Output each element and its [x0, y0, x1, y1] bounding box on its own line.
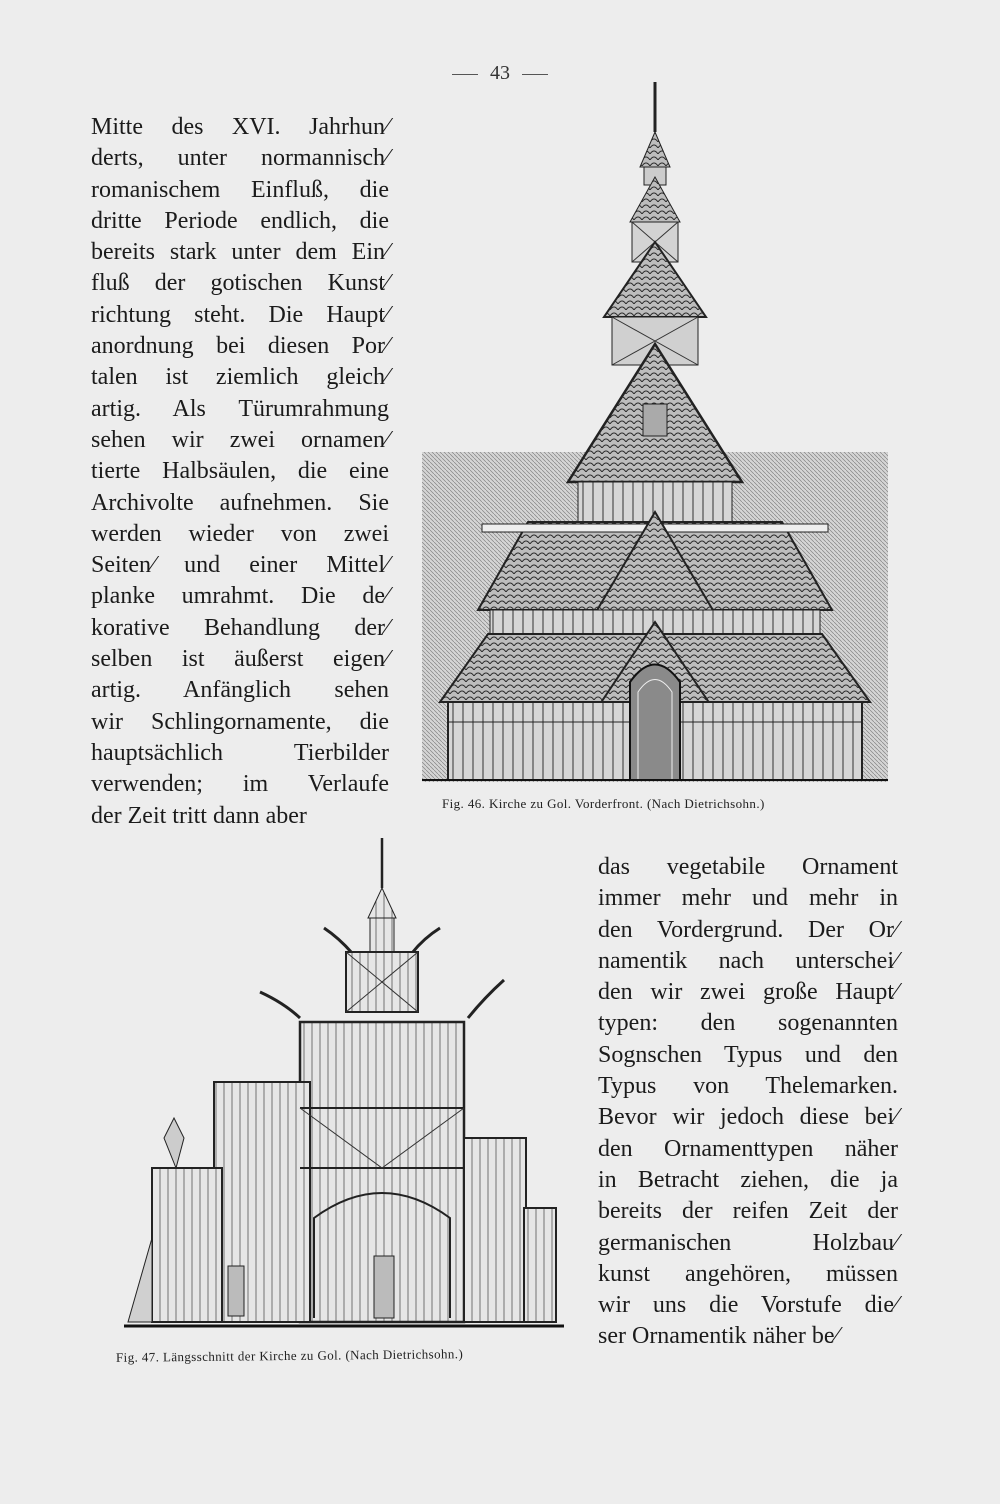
text-line: Bevor wir jedoch diese bei⁄ — [598, 1104, 898, 1131]
text-line: ser Ornamentik näher be⁄ — [598, 1323, 839, 1350]
text-line: hauptsächlich Tierbilder — [91, 739, 389, 766]
text-line: fluß der gotischen Kunst⁄ — [91, 270, 389, 297]
text-line: immer mehr und mehr in — [598, 885, 898, 912]
text-line: sehen wir zwei ornamen⁄ — [91, 426, 389, 453]
text-line: tierte Halbsäulen, die eine — [91, 458, 389, 485]
text-line: anordnung bei diesen Por⁄ — [91, 333, 389, 360]
figure-47-longitudinal-section — [124, 838, 564, 1334]
text-line: den Vordergrund. Der Or⁄ — [598, 916, 898, 943]
text-line: planke umrahmt. Die de⁄ — [91, 583, 389, 610]
text-line: der Zeit tritt dann aber — [91, 802, 307, 829]
text-line: wir Schlingornamente, die — [91, 708, 389, 735]
text-line: den Ornamenttypen näher — [598, 1135, 898, 1162]
text-line: artig. Anfänglich sehen — [91, 677, 389, 704]
text-line: selben ist äußerst eigen⁄ — [91, 646, 389, 673]
text-line: Archivolte aufnehmen. Sie — [91, 489, 389, 516]
figure-46-caption: Fig. 46. Kirche zu Gol. Vorderfront. (Nach Dietrichsohn.) — [442, 796, 765, 811]
figure-46-stave-church-front — [418, 82, 892, 782]
page-number-dash-left — [452, 74, 478, 75]
figure-47-caption: Fig. 47. Längsschnitt der Kirche zu Gol. (Nach Dietrichsohn.) — [115, 1346, 464, 1365]
text-line: derts, unter normannisch⁄ — [91, 145, 389, 172]
text-line: bereits stark unter dem Ein⁄ — [91, 239, 389, 266]
text-line: in Betracht ziehen, die ja — [598, 1166, 898, 1193]
text-line: bereits der reifen Zeit der — [598, 1198, 898, 1225]
text-line: germanischen Holzbau⁄ — [598, 1229, 898, 1256]
page-number-value: 43 — [490, 62, 510, 84]
text-line: Seiten⁄ und einer Mittel⁄ — [91, 552, 389, 579]
text-line: Sognschen Typus und den — [598, 1041, 898, 1068]
text-line: den wir zwei große Haupt⁄ — [598, 979, 898, 1006]
text-line: artig. Als Türumrahmung — [91, 395, 389, 422]
text-line: kunst angehören, müssen — [598, 1260, 898, 1287]
left-text-column — [91, 112, 389, 832]
text-line: namentik nach unterschei⁄ — [598, 947, 898, 974]
text-line: typen: den sogenannten — [598, 1010, 898, 1037]
page-number-dash-right — [522, 74, 548, 75]
text-line: korative Behandlung der⁄ — [91, 614, 389, 641]
text-line: wir uns die Vorstufe die⁄ — [598, 1292, 898, 1319]
text-line: richtung steht. Die Haupt⁄ — [91, 301, 389, 328]
text-line: Typus von Thelemarken. — [598, 1073, 898, 1100]
text-line: verwenden; im Verlaufe — [91, 771, 389, 798]
text-line: das vegetabile Ornament — [598, 854, 898, 880]
text-line: werden wieder von zwei — [91, 520, 389, 547]
text-line: romanischem Einfluß, die — [91, 176, 389, 203]
right-text-column — [598, 852, 898, 1353]
text-line: Mitte des XVI. Jahrhun⁄ — [91, 114, 389, 140]
text-line: dritte Periode endlich, die — [91, 207, 389, 234]
text-line: talen ist ziemlich gleich⁄ — [91, 364, 389, 391]
